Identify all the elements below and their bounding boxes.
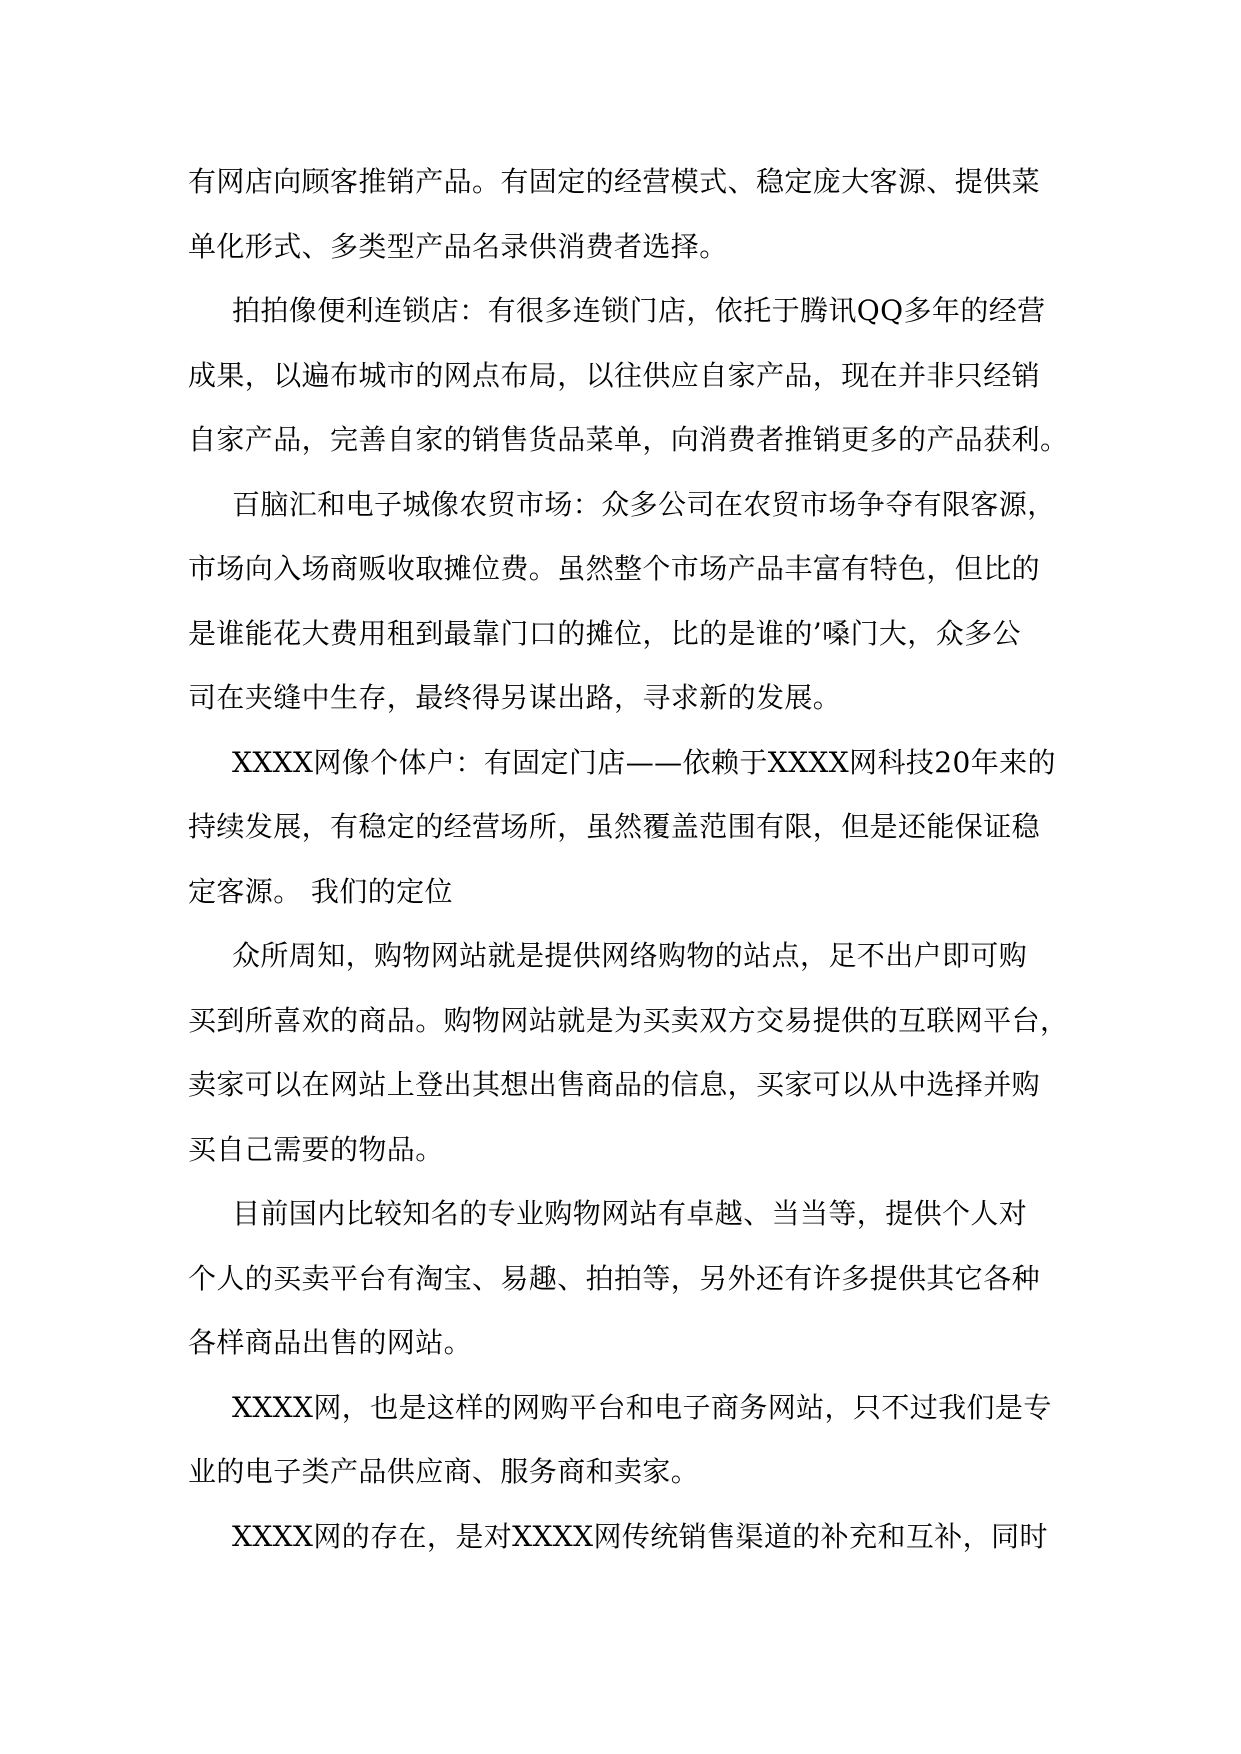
document-body — [188, 160, 1069, 1579]
text-line: 是谁能花大费用租到最靠门口的摊位，比的是谁的’嗓门大，众多公 — [188, 616, 1021, 650]
paragraph-start-line: 众所周知，购物网站就是提供网络购物的站点，足不出户即可购 — [232, 939, 1028, 972]
text-line: 成果，以遍布城市的网点布局，以往供应自家产品，现在并非只经销 — [188, 358, 1041, 392]
text-line: 各样商品出售的网站。 — [188, 1326, 473, 1359]
paragraph-start-line: XXXX网像个体户：有固定门店——依赖于XXXX网科技20年来的 — [232, 745, 1056, 779]
text-line: 有网店向顾客推销产品。有固定的经营模式、稳定庞大客源、提供菜 — [188, 165, 1041, 198]
text-line: 卖家可以在网站上登出其想出售商品的信息，买家可以从中选择并购 — [188, 1068, 1041, 1101]
text-line: 定客源。 我们的定位 — [188, 874, 453, 908]
paragraph-start-line: 拍拍像便利连锁店：有很多连锁门店，依托于腾讯QQ多年的经营 — [232, 294, 1046, 327]
text-line: 自家产品，完善自家的销售货品菜单，向消费者推销更多的产品获利。 — [188, 423, 1069, 456]
paragraph-start-line: 目前国内比较知名的专业购物网站有卓越、当当等，提供个人对 — [232, 1197, 1028, 1230]
text-line: 持续发展，有稳定的经营场所，虽然覆盖范围有限，但是还能保证稳 — [188, 810, 1041, 843]
paragraph-start-line: XXXX网，也是这样的网购平台和电子商务网站，只不过我们是专 — [232, 1390, 1052, 1424]
text-line: 个人的买卖平台有淘宝、易趣、拍拍等，另外还有许多提供其它各种 — [188, 1261, 1041, 1295]
paragraph-start-line: 百脑汇和电子城像农贸市场：众多公司在农贸市场争夺有限客源， — [232, 487, 1056, 521]
text-line: 买到所喜欢的商品。购物网站就是为买卖双方交易提供的互联网平台， — [188, 1003, 1069, 1037]
text-line: 单化形式、多类型产品名录供消费者选择。 — [188, 229, 728, 263]
text-line: 买自己需要的物品。 — [188, 1132, 444, 1166]
text-line: 司在夹缝中生存，最终得另谋出路，寻求新的发展。 — [188, 681, 842, 714]
text-line: 市场向入场商贩收取摊位费。虽然整个市场产品丰富有特色，但比的 — [188, 552, 1041, 585]
paragraph-start-line: XXXX网的存在，是对XXXX网传统销售渠道的补充和互补，同时 — [232, 1519, 1048, 1553]
text-line: 业的电子类产品供应商、服务商和卖家。 — [188, 1455, 700, 1488]
